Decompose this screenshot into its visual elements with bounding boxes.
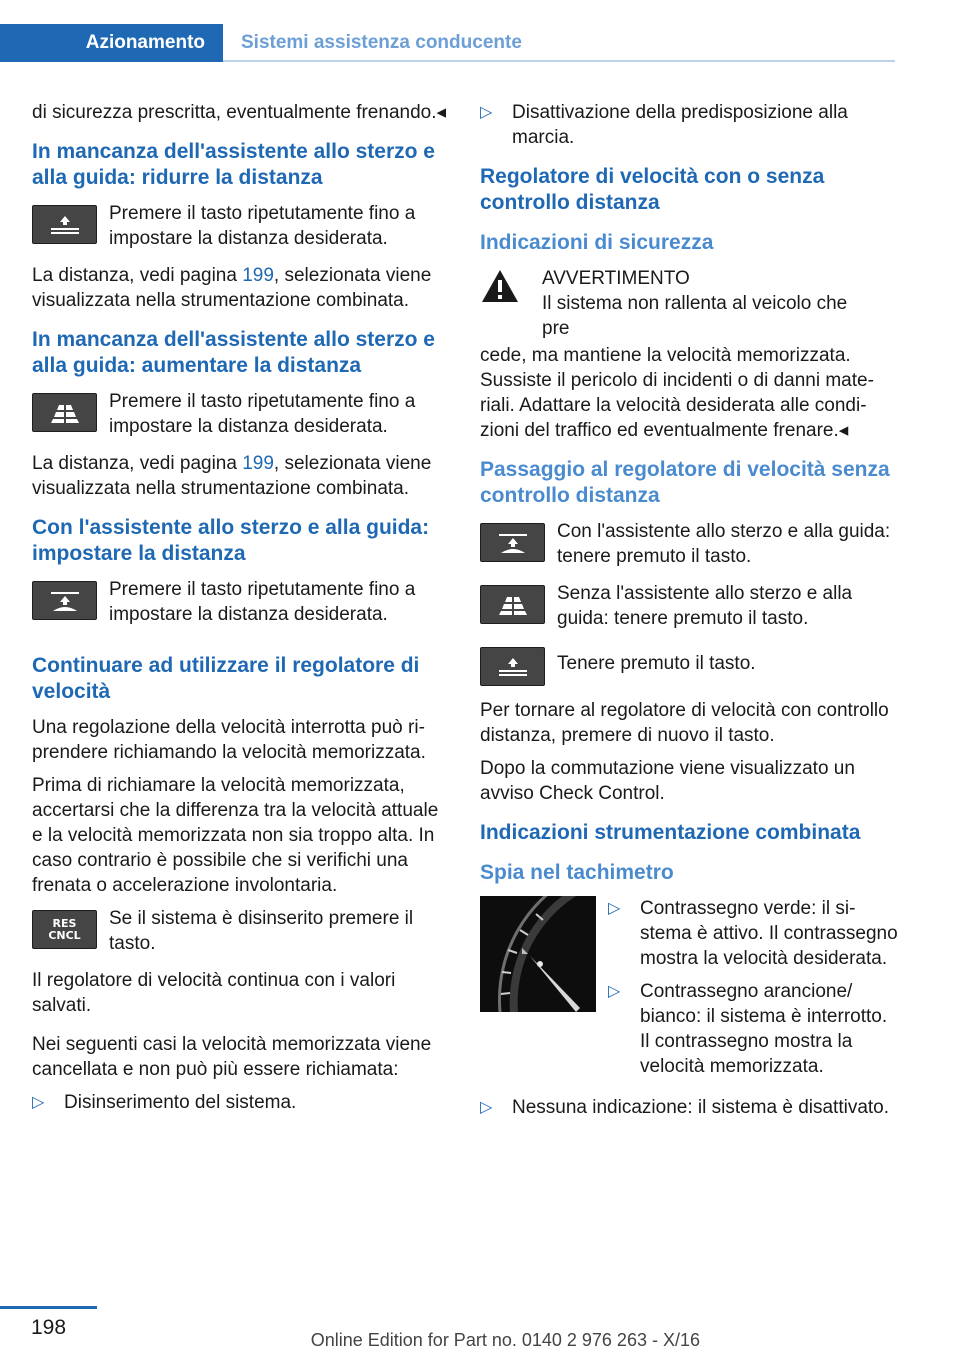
- speedometer-list: [608, 896, 898, 1087]
- heading-switch: Passaggio al regolatore di velocità senza controllo distanza: [480, 458, 890, 507]
- heading-increase-distance: In mancanza dell'assistente allo sterzo e alla guida: aumentare la distanza: [32, 328, 435, 377]
- edition-footer: Online Edition for Part no. 0140 2 976 263 - X/16: [310, 1330, 700, 1350]
- after-switch-paragraph: Dopo la commutazione viene visualizzato un avviso Check Control.: [480, 758, 855, 804]
- warning-text-first-line: Il sistema non rallenta al veicolo che pre: [542, 293, 848, 339]
- bullet-triangle-icon: ▷: [608, 983, 621, 1000]
- heading-regulator: Regolatore di velocità con o senza controllo distanza: [480, 165, 825, 214]
- bullet-triangle-icon: ▷: [608, 900, 621, 917]
- switch-text-3: Tenere premuto il tasto.: [557, 653, 756, 674]
- continue-paragraph-2: Prima di richiamare la velocità memorizzata, accertarsi che la differenza tra la velocità attuale e la velocità memorizzata non sia troppo alta. In caso contrario è possibile che si verifichi una frenata o accelerazione involontaria.: [32, 775, 439, 896]
- heading-display: Indicazioni strumentazione combinata: [480, 821, 861, 844]
- intro-paragraph: di sicurezza prescritta, eventualmente frenando.◂: [32, 102, 447, 123]
- bullet-triangle-icon: ▷: [480, 1099, 493, 1116]
- warning-title: AVVERTIMENTO: [542, 268, 690, 289]
- running-header: [0, 24, 895, 62]
- instruction-resume: [32, 906, 450, 956]
- saved-values-paragraph: Il regolatore di velocità continua con i valori salvati.: [32, 970, 396, 1016]
- list-item: ▷ Disinserimento del sistema.: [32, 1092, 297, 1113]
- resume-text: Se il sistema è disinserito premere il tasto.: [109, 908, 414, 954]
- continue-paragraph-1: Una regolazione della velocità interrotta può riprendere richiamando la velocità memorizzata.: [32, 717, 426, 763]
- distance-minus-button-icon: [32, 205, 97, 244]
- speedometer-block: [480, 896, 898, 1095]
- speedometer-image: [480, 896, 596, 1012]
- section-tab: Azionamento: [0, 24, 223, 62]
- heading-speedometer: Spia nel tachimetro: [480, 861, 674, 884]
- list-item: ▷ Disattivazione della predisposizione alla marcia.: [480, 102, 848, 148]
- bullet-triangle-icon: ▷: [32, 1094, 45, 1111]
- instruction-switch-2: [480, 581, 898, 631]
- cases-list: [32, 1090, 450, 1115]
- page-number: 198: [30, 1316, 67, 1339]
- instruction-reduce: [32, 201, 450, 251]
- page-link-199[interactable]: 199: [242, 265, 274, 286]
- set-text: Premere il tasto ripetutamente fino a impostare la distanza desiderata.: [109, 579, 416, 625]
- heading-set-distance: Con l'assistente allo sterzo e alla guida: impostare la distanza: [32, 516, 430, 565]
- distance-minus-button-icon: [480, 647, 545, 686]
- list-item: ▷ Nessuna indicazione: il sistema è disattivato.: [480, 1097, 890, 1118]
- left-column: [32, 100, 450, 1123]
- heading-reduce-distance: In mancanza dell'assistente allo sterzo e alla guida: ridurre la distanza: [32, 140, 435, 189]
- heading-continue: Continuare ad utilizzare il regolatore di velocità: [32, 654, 420, 703]
- footer-rule: [0, 1306, 97, 1309]
- back-paragraph: Per tornare al regolatore di velocità con controllo distanza, premere di nuovo il tasto.: [480, 700, 889, 746]
- instruction-switch-3: [480, 643, 898, 686]
- list-item: ▷ Contrassegno arancione/ bianco: il sistema è interrotto. Il contrassegno mostra la velocità memorizzata.: [608, 981, 888, 1077]
- reduce-text: Premere il tasto ripetutamente fino a impostare la distanza desiderata.: [109, 203, 416, 249]
- steering-assist-button-icon: [32, 581, 97, 620]
- instruction-set: [32, 577, 450, 627]
- header-rule: [223, 60, 895, 62]
- res-cncl-button-icon: RES CNCL: [32, 910, 97, 949]
- warning-triangle-icon: [480, 268, 520, 304]
- list-item: ▷ Contrassegno verde: il sistema è attivo. Il contrassegno mostra la velocità desiderata.: [608, 898, 898, 969]
- increase-text: Premere il tasto ripetutamente fino a impostare la distanza desiderata.: [109, 391, 416, 437]
- right-column: [480, 100, 898, 1128]
- heading-safety: Indicazioni di sicurezza: [480, 231, 714, 254]
- indication-list: [480, 1095, 898, 1120]
- steering-assist-button-icon: [480, 523, 545, 562]
- switch-text-2: Senza l'assistente allo sterzo e alla guida: tenere premuto il tasto.: [557, 583, 853, 629]
- instruction-switch-1: [480, 519, 898, 569]
- cases-list-continued: [480, 100, 898, 150]
- cases-paragraph: Nei seguenti casi la velocità memorizzata viene cancellata e non può più essere richiamata:: [32, 1034, 432, 1080]
- distance-paragraph-1: La distanza, vedi pagina 199, selezionata viene visualizzata nella strumentazione combinata.: [32, 265, 432, 311]
- warning-text: cede, ma mantiene la velocità memorizzata. Sussiste il pericolo di incidenti o di danni materiali. Adattare la velocità desiderata alle condizioni del traffico ed eventualmente frenare.◂: [480, 345, 874, 441]
- chapter-title: Sistemi assistenza conducente: [241, 32, 522, 53]
- switch-text-1: Con l'assistente allo sterzo e alla guida: tenere premuto il tasto.: [557, 521, 891, 567]
- warning-block: [480, 266, 898, 341]
- distance-paragraph-2: La distanza, vedi pagina 199, selezionata viene visualizzata nella strumentazione combinata.: [32, 453, 432, 499]
- bullet-triangle-icon: ▷: [480, 104, 493, 121]
- instruction-increase: [32, 389, 450, 439]
- distance-plus-button-icon: [480, 585, 545, 624]
- distance-plus-button-icon: [32, 393, 97, 432]
- page-link-199[interactable]: 199: [242, 453, 274, 474]
